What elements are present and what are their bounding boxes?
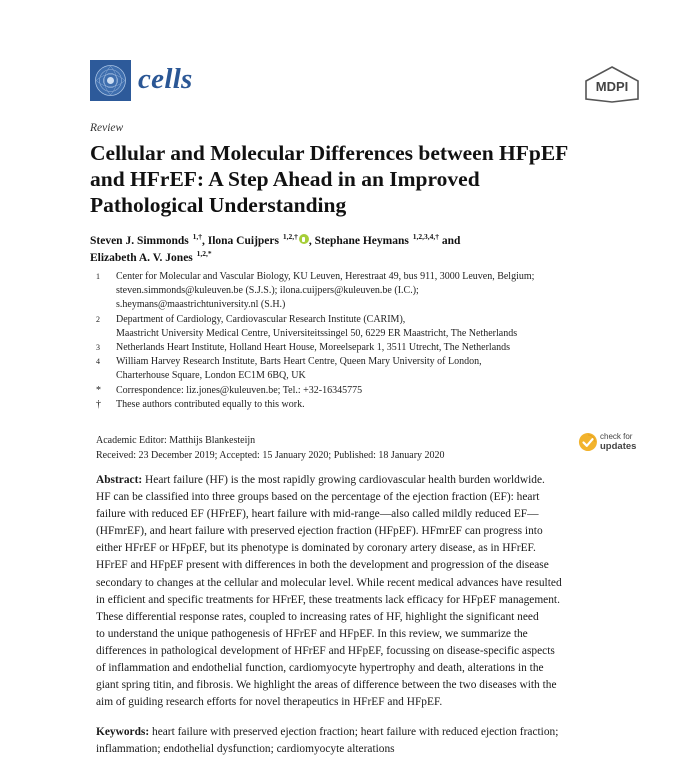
abstract-line: differences in pathological development of HFrEF and HFpEF, focussing on disease-specific aspects [96,644,555,657]
article-title [90,140,645,218]
title-line: Cellular and Molecular Differences between HFpEF [90,141,569,165]
abstract-line: secondary to changes at the cellular and molecular level. While recent medical advances have resulted [96,576,562,589]
affiliation-number: 4 [96,357,100,367]
author-affiliation-sup: 1,2,3,4,† [412,232,439,241]
author-affiliation-sup: 1,† [192,232,202,241]
keywords-label: Keywords: [96,726,150,738]
equal-contribution-text: These authors contributed equally to this work. [116,398,305,410]
affiliation-number: 3 [96,343,100,353]
keywords [96,724,656,758]
abstract-line: of inflammation and endothelial function, cardiomyocyte hypertrophy and death, alterations in the [96,662,544,675]
affiliation-text: William Harvey Research Institute, Barts Heart Centre, Queen Mary University of London, [116,356,482,368]
affiliation-item [90,270,650,313]
updates-label: updates [600,441,637,452]
title-line: Pathological Understanding [90,193,347,217]
affiliation-text: Netherlands Heart Institute, Holland Heart House, Moreelsepark 1, 3511 Utrecht, The Netherlands [116,342,511,354]
abstract-label: Abstract: [96,474,143,486]
check-for-updates-icon[interactable] [578,432,598,453]
orcid-icon[interactable] [299,234,309,244]
affiliations [90,270,650,412]
correspondence-text[interactable]: Correspondence: liz.jones@kuleuven.be; Tel.: +32-16345775 [116,384,363,396]
equal-contribution-note [90,398,650,412]
dagger-mark: † [96,398,101,410]
affiliation-number: 1 [96,272,100,281]
correspondence-mark: * [96,384,101,396]
author-name[interactable]: Elizabeth A. V. Jones [90,252,193,264]
abstract-line: Heart failure (HF) is the most rapidly growing cardiovascular health burden worldwide. [142,474,545,486]
journal-name: cells [138,63,193,95]
keywords-line: inflammation; endothelial dysfunction; cardiomyocyte alterations [96,743,395,756]
abstract-line: either HFrEF or HFpEF, but its phenotype is dominated by coronary artery disease, as in HFrEF. [96,542,536,555]
author-list: Steven J. Simmonds $^{1,\dagger}$, Ilona Cuijpers $^{1,2,\dagger}$ , Stephane Heymans $^{1,2,3,4,\dagger}$ and Elizabeth A. V. Jones $^{1,2,*}$ [90,232,461,264]
author-affiliation-sup: 1,2,† [282,232,298,241]
abstract-line: HF can be classified into three groups based on the percentage of the ejection fraction (EF): heart [96,491,540,504]
check-for-updates-label: check for [600,432,633,441]
abstract-line: failure with reduced EF (HFrEF), heart failure with mid-range—also called mildly reduced EF— [96,508,539,521]
publication-dates: Received: 23 December 2019; Accepted: 15 January 2020; Published: 18 January 2020 [96,449,445,461]
affiliation-emails[interactable]: steven.simmonds@kuleuven.be (S.J.S.); ilona.cuijpers@kuleuven.be (I.C.); [116,285,419,297]
title-line: and HFrEF: A Step Ahead in an Improved [90,167,480,191]
affiliation-item [90,341,650,355]
affiliation-text: Center for Molecular and Vascular Biology, KU Leuven, Herestraat 49, bus 911, 3000 Leuven, Belgium; [116,271,535,282]
affiliation-text: Maastricht University Medical Centre, Universiteitssingel 50, 6229 ER Maastricht, The Netherlands [116,327,518,339]
author-affiliation-sup: 1,2,* [196,249,212,258]
article-type: Review [90,122,124,134]
affiliation-item [90,355,650,383]
abstract [96,472,646,711]
affiliation-item [90,313,650,341]
publisher-name: MDPI [595,79,629,94]
abstract-line: These differential response rates, coupled to increasing rates of HF, highlight the significant need [96,610,539,623]
affiliation-text: Department of Cardiology, Cardiovascular Research Institute (CARIM), [116,313,406,325]
keywords-line: heart failure with preserved ejection fraction; heart failure with reduced ejection fraction; [149,726,559,738]
abstract-line: giant spring titin, and fibrosis. We highlight the areas of difference between the two diseases with the [96,679,557,692]
check-for-updates-button[interactable] [600,432,636,452]
correspondence-item [90,384,650,398]
author-name[interactable]: Ilona Cuijpers [207,235,279,247]
editor-dates [96,434,445,463]
abstract-line: in efficient and specific treatments for HFrEF, these treatments lack efficacy for HFpEF management. [96,593,560,606]
publisher-logo [583,66,641,103]
abstract-line: to understand the unique pathogenesis of HFrEF and HFpEF. In this review, we summarize the [96,627,528,640]
affiliation-text: Charterhouse Square, London EC1M 6BQ, UK [116,370,306,382]
journal-logo-icon [90,60,131,101]
abstract-line: aim of guiding research efforts for novel therapeutics in HFrEF and HFpEF. [96,696,443,709]
academic-editor: Academic Editor: Matthijs Blankesteijn [96,435,256,446]
affiliation-emails[interactable]: s.heymans@maastrichtuniversity.nl (S.H.) [116,299,286,311]
affiliation-number: 2 [96,314,100,324]
author-name[interactable]: Steven J. Simmonds [90,235,189,247]
author-name[interactable]: Stephane Heymans [314,235,409,247]
abstract-line: (HFmrEF), and heart failure with preserved ejection fraction (HFpEF). HFmrEF can progress into [96,525,543,538]
abstract-line: HFrEF and HFpEF present with differences in both the development and progression of the disease [96,559,549,572]
author-conjunction: and [441,235,461,247]
